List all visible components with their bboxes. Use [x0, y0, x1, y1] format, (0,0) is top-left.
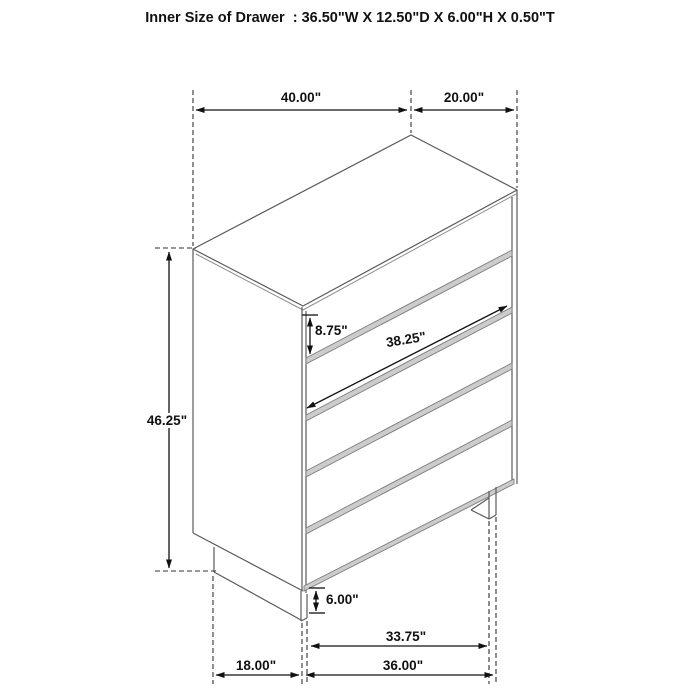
diagram-title: Inner Size of Drawer : 36.50"W X 12.50"D X 6.00"H X 0.50"T — [145, 10, 555, 26]
label-overall-height: 46.25" — [146, 413, 188, 428]
drawer-separators — [304, 250, 514, 591]
label-leg-inner-span: 33.75" — [385, 629, 427, 644]
dim-drawer-width — [307, 306, 507, 408]
cabinet-front-face — [512, 190, 517, 484]
label-leg-height: 6.00" — [326, 592, 359, 607]
label-drawer-width: 38.25" — [384, 328, 428, 351]
cabinet-top-face — [193, 135, 517, 306]
cabinet-side-panel — [193, 249, 306, 593]
label-top-depth: 20.00" — [443, 90, 485, 105]
label-leg-side-span: 18.00" — [235, 658, 277, 673]
bottom-rail-edge — [304, 479, 514, 591]
label-drawer-height: 8.75" — [315, 323, 348, 338]
label-leg-front-span: 36.00" — [382, 658, 424, 673]
label-top-width: 40.00" — [280, 90, 322, 105]
